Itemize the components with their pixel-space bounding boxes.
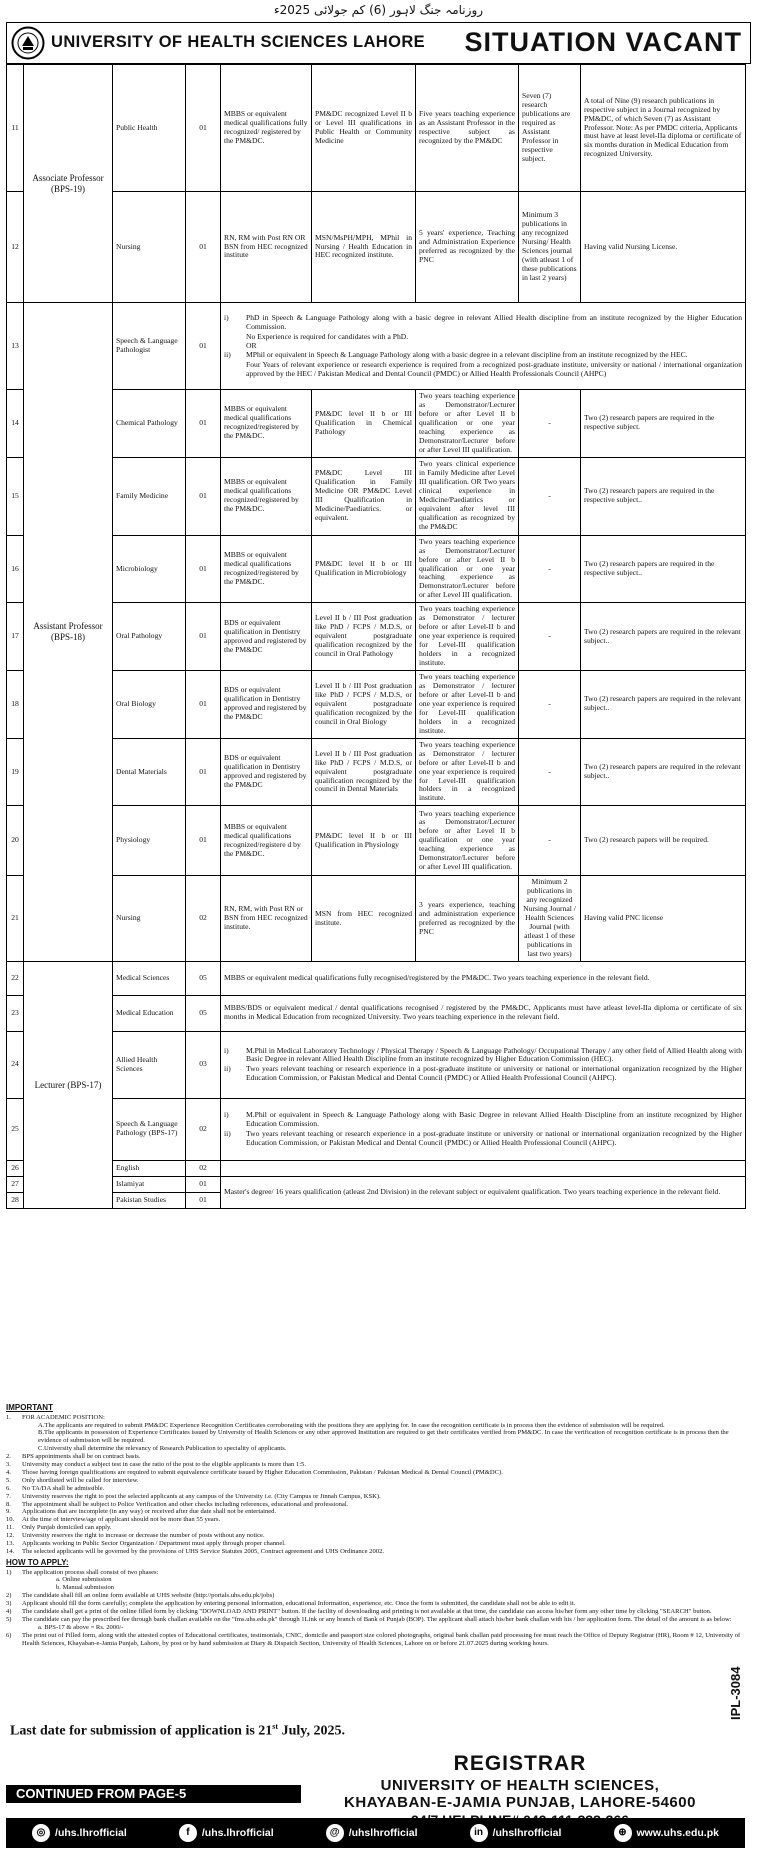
social-link[interactable]: @ /uhslhrofficial (326, 1824, 418, 1842)
list-item: 4) The candidate shall get a print of the online filled form by clicking "DOWNLOAD AND PRINT" button. If the facility of downloading and printing is not available at that time, the candidate can access his/her form any other time by clicking "SEARCH" button. (6, 1608, 712, 1616)
list-item: 3. University may conduct a subject test in case the ratio of the post to the eligible applicants is more than 1:5. (6, 1461, 307, 1469)
post-assistant: Assistant Professor (BPS-18) (24, 303, 113, 962)
university-name: UNIVERSITY OF HEALTH SCIENCES LAHORE (51, 33, 426, 52)
table-row: 12 Nursing 01 RN, RM with Post RN OR BSN from HEC recognized institute MSN/MsPH/MPH, MPhil in Nursing / Health Education in HEC recognized institute. 5 years' experience, Teaching and Administration Experience preferred as recognized by the PNC Minimum 3 publications in any recognized Nursing/ Health Sciences journal (with atleast 1 of these publications in last 2 years) Having valid Nursing License. (7, 192, 746, 303)
list-item: a. BPS-17 & above = Rs. 2000/- (38, 1623, 124, 1631)
registrar-block: REGISTRAR UNIVERSITY OF HEALTH SCIENCES, KHAYABAN-E-JAMIA PUNJAB, LAHORE-54600 (300, 1752, 740, 1829)
important-section (6, 1401, 745, 1648)
list-item: 12. University reserves the right to increase or decrease the number of posts without any notice. (6, 1532, 265, 1540)
table-row: 16 Microbiology 01 MBBS or equivalent medical qualifications recognized/registered by the PM&DC. PM&DC level II b or III Qualification in Microbiology Two years teaching experience as Demonstrator/Lecturer before or after Level II b qualification or one year teaching experience as Demonstrator/Lecturer before or after Level III qualification. - Two (2) research papers are required in the respective subject.. (7, 535, 746, 603)
social-link[interactable]: in /uhslhrofficial (470, 1824, 562, 1842)
table-row: 22 Lecturer (BPS-17) Medical Sciences 05 MBBS or equivalent medical qualifications fully recognised/registered by the PM&DC. Two years teaching experience in the relevant field. (7, 961, 746, 995)
last-date: Last date for submission of application is 21st July, 2025. (10, 1722, 345, 1739)
table-row: 18 Oral Biology 01 BDS or equivalent qualification in Dentistry approved and registered by the PM&DC Level II b / III Post graduation like PhD / FCPS / M.D.S, or equivalent postgraduate qualification recognized by the council in Oral Biology Two years teaching experience as Demonstrator / lecturer before or after Level-II b and one year experience is required for Level-III qualification holders in a recognized institute. - Two (2) research papers are required in the relevant subject.. (7, 671, 746, 739)
list-item: 10. At the time of interview/age of applicant should not be more than 55 years. (6, 1516, 221, 1524)
table-row: 20 Physiology 01 MBBS or equivalent medical qualifications recognized/registere d by the PM&DC. PM&DC level II b or III Qualification in Physiology Two years teaching experience as Demonstrator/Lecturer before or after Level II b qualification or one year teaching experience as Demonstrator/Lecturer before or after Level III qualification. - Two (2) research papers will be required. (7, 806, 746, 876)
list-item: 14. The selected applicants will be governed by the provisions of UHS Service Statutes 2005, Contract agreement and UHS Ordinance 2002. (6, 1548, 385, 1555)
university-logo-icon (11, 26, 45, 60)
list-item: 3) Applicant should fill the form carefully; complete the application by entering personal information, educational Information, experience, etc. Once the form is submitted, the candidate shall not be able to edit it. (6, 1600, 576, 1608)
social-bar (6, 1818, 745, 1848)
table-row: 26 English 02 (7, 1160, 746, 1176)
list-item: 11. Only Punjab domiciled can apply. (6, 1524, 112, 1532)
list-item: 6. No TA/DA shall be admissible. (6, 1484, 105, 1492)
list-item: b. Manual submission (56, 1584, 115, 1592)
list-item: 5) The candidate can pay the prescribed fee through bank challan available on the "fms.uhs.edu.pk" through 1Link or any branch of Bank of Punjab (BOP). The applicant shall attach his/her bank challan with his / her application form. The detail of the amount is as below: (6, 1615, 732, 1623)
globe-icon: ⊕ (614, 1824, 632, 1842)
table-row: 28 Pakistan Studies 01 (7, 1192, 746, 1208)
howto-title: HOW TO APPLY: (6, 1557, 69, 1567)
list-item: 5. Only shortlisted will be called for interview. (6, 1476, 139, 1484)
list-item: 1) The application process shall consist of two phases: (6, 1568, 159, 1576)
list-item: a. Online submission (56, 1576, 112, 1584)
table-row: 14 Chemical Pathology 01 MBBS or equivalent medical qualifications recognized/registered by the PM&DC. PM&DC level II b or III Qualification in Chemical Pathology Two years teaching experience as Demonstrator/Lecturer before or after Level II b qualification or one year teaching experience as Demonstrator/Lecturer before or after Level III qualification. - Two (2) research papers are required in the respective subject. (7, 390, 746, 458)
social-link[interactable]: ◎ /uhs.lhrofficial (32, 1824, 127, 1842)
table-row: 21 Nursing 02 RN, RM, with Post RN or BSN from HEC recognized institute. MSN from HEC recognized institute. 3 years experience, teaching and administration experience preferred as recognized by the PNC Minimum 2 publications in any recognized Nursing Journal / Health Sciences Journal (with atleast 1 of these publications in last two years) Having valid PNC license (7, 876, 746, 962)
list-item: C.University shall determine the relevancy of Research Publication to speciality of applicants. (38, 1445, 287, 1453)
important-title: IMPORTANT (6, 1403, 53, 1412)
table-row: 13 Assistant Professor (BPS-18) Speech & Language Pathologist 01 i) PhD in Speech & Language Pathology along with a basic degree in relevant Allied Health discipline from an institute recognized by the Higher Education Commission. No Experience is required for candidates with a PhD. OR ii) MPhil or equivalent in Speech & Language Pathology along with a basic degree in a relevant discipline from an institute recognized by the HEC. Four Years of relevant experience or research experience is required from a recognized post-graduate institute, university or national / international organization approved by the HEC / Pakistan Medical and Dental Council (PMDC) or Allied Health Professionals Council (AHPC) (7, 303, 746, 390)
list-item: 2) The candidate shall fill an online form available at UHS website (http://portals.uhs.edu.pk/jobs) (6, 1592, 275, 1600)
table-row: 24 Allied Health Sciences 03 i) M.Phil in Medical Laboratory Technology / Physical Therapy / Speech & Language Pathology/ Occupational Therapy / any other field of Allied Health along with Basic Degree in relevant Allied Health Discipline from an institute recognized by Higher Education Commission (HEC). ii) Two years relevant teaching or research experience in a post-graduate institute or university or national or international organization recognized by the Higher Education Commission, or Pakistan Medical and Dental Council (PMDC) or Allied Health Professional Council (AHPC). (7, 1031, 746, 1098)
list-item: 7. University reserves the right to post the selected applicants at any campus of the University i.e. (City Campus or Jinnah Campus, KSK). (6, 1492, 381, 1500)
table-row: 25 Speech & Language Pathology (BPS-17) 02 i) M.Phil or equivalent in Speech & Language Pathology along with Basic Degree in relevant Allied Health Discipline from an institute recognized by Higher Education Commission. ii) Two years relevant teaching or research experience in a post-graduate institute or university or national or international organization recognized by the Higher Education Commission, or Pakistan Medical and Dental Council (PMDC) or Allied Health Professional Council (AHPC). (7, 1098, 746, 1160)
table-row: 19 Dental Materials 01 BDS or equivalent qualification in Dentistry approved and registered by the PM&DC Level II b / III Post graduation like PhD / FCPS / M.D.S, or equivalent postgraduate qualification recognized by the council in Dental Materials Two years teaching experience as Demonstrator / lecturer before or after Level-II b and one year experience is required for Level-III qualification holders in a recognized institute. - Two (2) research papers are required in the relevant subject.. (7, 738, 746, 806)
social-link[interactable]: f /uhs.lhrofficial (179, 1824, 274, 1842)
table-row: 17 Oral Pathology 01 BDS or equivalent qualification in Dentistry approved and registered by the PM&DC Level II b / III Post graduation like PhD / FCPS / M.D.S, or equivalent postgraduate qualification recognized by the council in Oral Pathology Two years teaching experience as Demonstrator / lecturer before or after Level-II b and one year experience is required for Level-III qualification holders in a recognized institute. - Two (2) research papers are required in the relevant subject.. (7, 603, 746, 671)
list-item: B.The applicants in possession of Experience Certificates issued by University of Health Sciences or any other approved Institution are required to get their certificates verified from PM&DC. In case the verification of recognition certificate is in process then the evidence of submission will be required. (38, 1429, 729, 1445)
newspaper-line: روزنامہ جنگ لاہور (6) کم جولائی 2025ء (273, 3, 484, 17)
list-item: 2. BPS appointments shall be on contract basis. (6, 1453, 141, 1461)
list-item: A.The applicants are required to submit PM&DC Experience Recognition Certificates corroborating with the positions they are applying for. In case the recognition certificate is in process then the evidence of submission will be required. (38, 1421, 665, 1429)
post-lecturer: Lecturer (BPS-17) (24, 961, 113, 1208)
post-associate: Associate Professor (BPS-19) (24, 65, 113, 303)
advert-title: SITUATION VACANT (464, 27, 742, 58)
list-item: 1. FOR ACADEMIC POSITION: (6, 1413, 105, 1421)
table-row: 11 Associate Professor (BPS-19) Public Health 01 MBBS or equivalent medical qualifications fully recognized/ registered by the PM&DC. PM&DC recognized Level II b or Level III qualifications in Public Health or Community Medicine Five years teaching experience as an Assistant Professor in the respective subject as recognized by the PM&DC Seven (7) research publications are required as Assistant Professor in respective subject. A total of Nine (9) research publications in respective subject in a Journal recognized by PM&DC, of which Seven (7) as Assistant Professor. Note: As per PMDC criteria, Applicants must have at least level-IIa diploma or certificate of six months duration in Medical Education from recognized University. (7, 65, 746, 192)
ipl-code: IPL-3084 (728, 1666, 743, 1720)
list-item: 8. The appointment shall be subject to Police Verification and other checks including references, educational and professional. (6, 1500, 349, 1508)
list-item: 9. Applications that are incomplete (in any way) or received after due date shall not be entertained. (6, 1508, 277, 1516)
facebook-icon: f (179, 1824, 197, 1842)
social-link[interactable]: ⊕ www.uhs.edu.pk (614, 1824, 719, 1842)
list-item: 4. Those having foreign qualifications are required to submit equivalence certificate issued by Higher Education Commission, Pakistan / Pakistan Medical & Dental Council (PM&DC). (6, 1468, 503, 1476)
table-row: 27 Islamiyat 01 Master's degree/ 16 years qualification (atleast 2nd Division) in the relevant subject or equivalent qualification. Two years teaching experience in the relevant field. (7, 1176, 746, 1192)
vacancy-table (6, 64, 746, 1209)
table-row: 15 Family Medicine 01 MBBS or equivalent medical qualifications recognized/registered by the PM&DC. PM&DC Level III Qualification in Family Medicine OR PM&DC Level III Qualification in Medicine/Paediatrics. or equivalent. Two years clinical experience in Family Medicine after Level III qualification. OR Two years clinical experience in Medicine/Paediatrics or equivalent after level III qualification as recognized by the PM&DC - Two (2) research papers are required in the respective subject.. (7, 457, 746, 535)
list-item: 13. Applicants working in Public Sector Organization / Department must apply through proper channel. (6, 1540, 286, 1548)
linkedin-icon: in (470, 1824, 488, 1842)
list-item: 6) The print out of Filled form, along with the attested copies of Educational certificates, testimonials, CNIC, domicile and passport size colored photographs, original bank challan paid processing fee must reach the Office of Deputy Registrar (HR), Room # 12, University of Health Sciences, Khayaban-e-Jamia Punjab, Lahore, by post or by hand submission at Diary & Dispatch Section, University of Health Sciences, Lahore on or before 21.07.2025 during working hours. (6, 1631, 741, 1647)
header-banner (6, 22, 751, 64)
table-row: 23 Medical Education 05 MBBS/BDS or equivalent medical / dental qualifications recognised / registered by the PM&DC, Applicants must have atleast level-IIa diploma or certificate of six months in Medical Education from recognized University. Two years teaching experience in the relevant field. (7, 995, 746, 1031)
threads-icon: @ (326, 1824, 344, 1842)
continued-banner: CONTINUED FROM PAGE-5 (6, 1785, 301, 1803)
instagram-icon: ◎ (32, 1824, 50, 1842)
